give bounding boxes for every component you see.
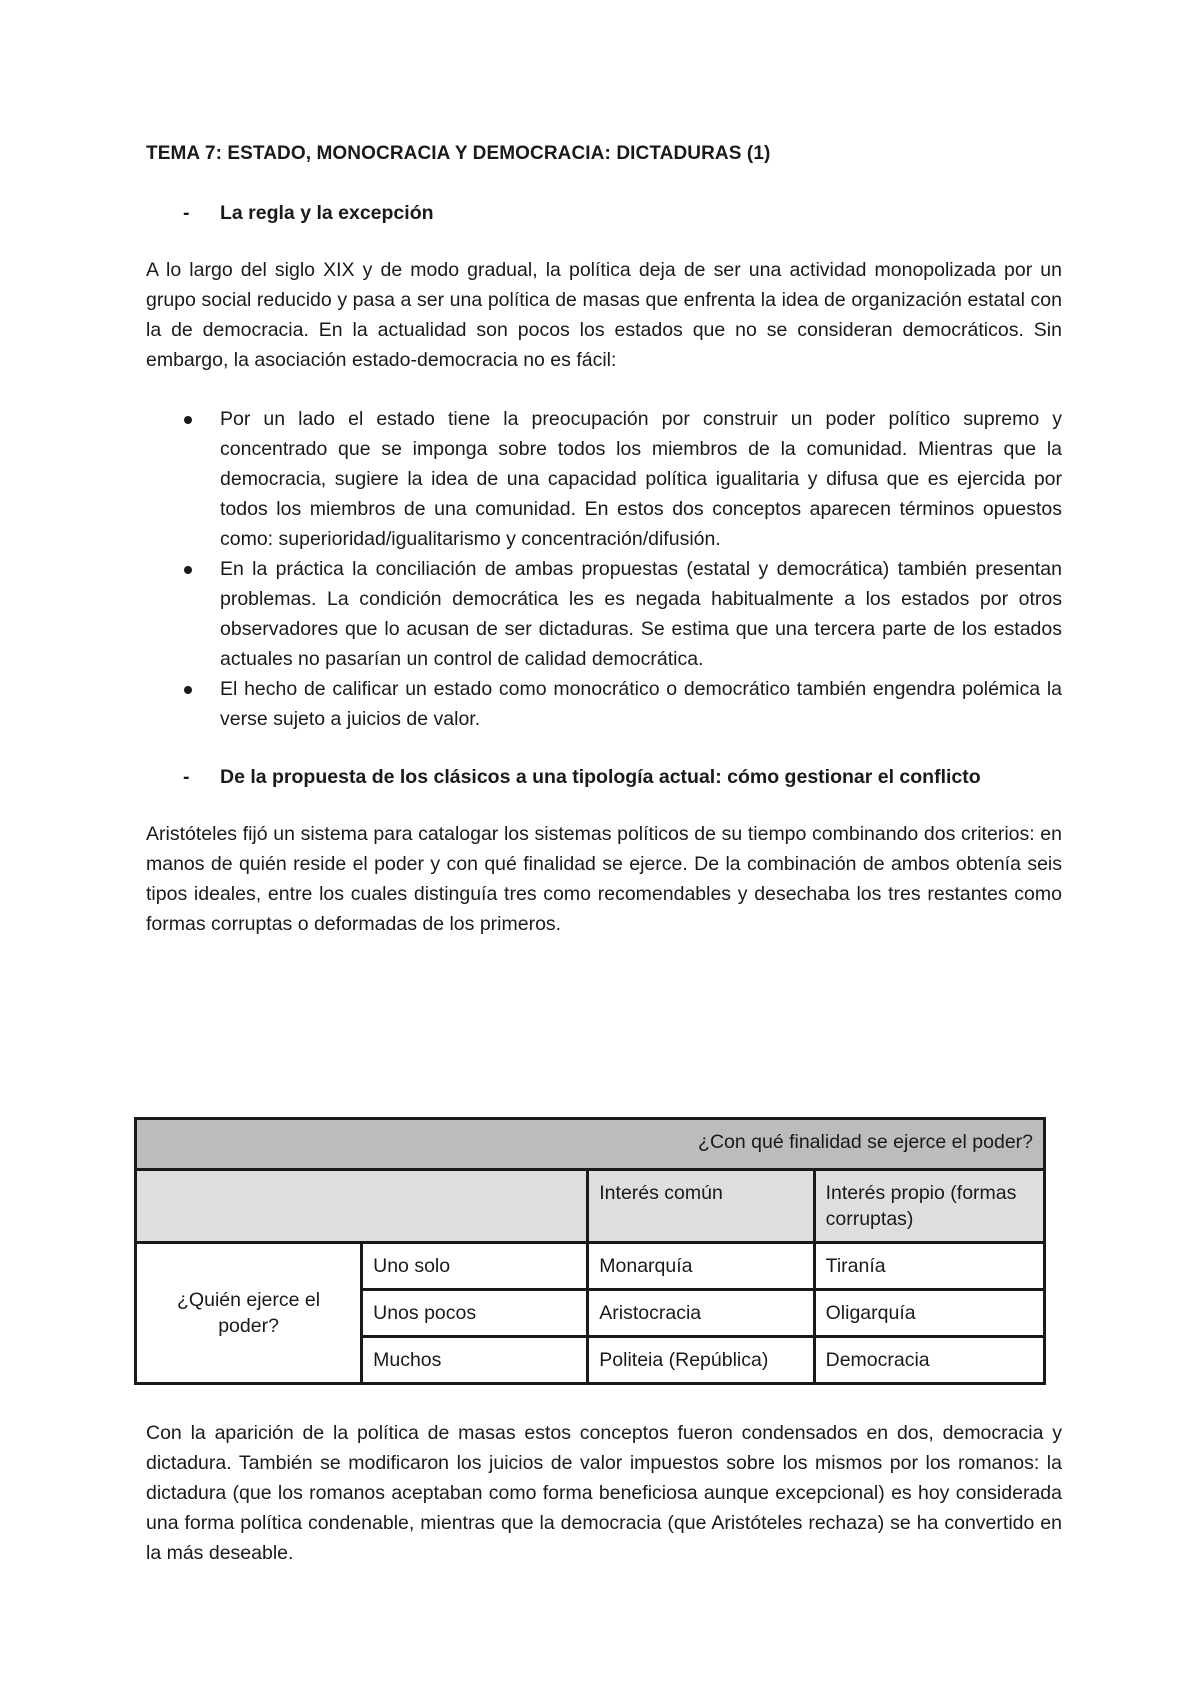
section-heading-rule-exception xyxy=(146,198,1062,228)
list-item xyxy=(146,554,1062,674)
column-header-common-interest: Interés común xyxy=(588,1170,814,1243)
table-cell-common: Aristocracia xyxy=(588,1290,814,1337)
bullet-text: El hecho de calificar un estado como monocrático o democrático también engendra polémica la verse sujeto a juicios de valor. xyxy=(220,678,1062,730)
aristotle-paragraph: Aristóteles fijó un sistema para catalogar los sistemas políticos de su tiempo combinando dos criterios: en manos de quién reside el poder y con qué finalidad se ejerce. De la combinación de ambos obtenía seis tipos ideales, entre los cuales distinguía tres como recomendables y desechaba los tres restantes como formas corruptas o deformadas de los primeros. xyxy=(146,823,1062,935)
bullet-list xyxy=(146,404,1062,734)
table-cell-own: Democracia xyxy=(814,1337,1044,1384)
bullet-icon xyxy=(146,554,220,674)
closing-paragraph: Con la aparición de la política de masas estos conceptos fueron condensados en dos, democracia y dictadura. También se modificaron los juicios de valor impuestos sobre los mismos por los romanos: la dictadura (que los romanos aceptaban como forma beneficiosa aunque excepcional) es hoy considerada una forma política condenable, mientras que la democracia (que Aristóteles rechaza) se ha convertido en la más deseable. xyxy=(146,1422,1062,1564)
table-row xyxy=(136,1170,1045,1243)
typology-table xyxy=(134,1117,1046,1385)
table-row xyxy=(136,1119,1045,1170)
column-header-own-interest: Interés propio (formas corruptas) xyxy=(814,1170,1044,1243)
table-cell-common: Politeia (República) xyxy=(588,1337,814,1384)
heading-text: De la propuesta de los clásicos a una tipología actual: cómo gestionar el conflicto xyxy=(220,766,981,788)
bullet-text: En la práctica la conciliación de ambas propuestas (estatal y democrática) también presentan problemas. La condición democrática les es negada habitualmente a los estados por otros observadores que lo acusan de ser dictaduras. Se estima que una tercera parte de los estados actuales no pasarían un control de calidad democrática. xyxy=(220,558,1062,670)
heading-dash: - xyxy=(183,202,190,224)
bullet-icon xyxy=(146,674,220,734)
section-heading-classics xyxy=(146,762,1062,792)
table-row xyxy=(136,1243,1045,1290)
list-item xyxy=(146,404,1062,554)
table-cell-own: Oligarquía xyxy=(814,1290,1044,1337)
bullet-icon xyxy=(146,404,220,554)
bullet-text: Por un lado el estado tiene la preocupación por construir un poder político supremo y concentrado que se imponga sobre todos los miembros de la comunidad. Mientras que la democracia, sugiere la idea de una capacidad política igualitaria y difusa que es ejercida por todos los miembros de una comunidad. En estos dos conceptos aparecen términos opuestos como: superioridad/igualitarismo y concentración/difusión. xyxy=(220,408,1062,550)
intro-paragraph: A lo largo del siglo XIX y de modo gradual, la política deja de ser una actividad monopolizada por un grupo social reducido y pasa a ser una política de masas que enfrenta la idea de organización estatal con la de democracia. En la actualidad son pocos los estados que no se consideran democráticos. Sin embargo, la asociación estado-democracia no es fácil: xyxy=(146,259,1062,371)
heading-dash: - xyxy=(183,766,190,788)
list-item xyxy=(146,674,1062,734)
document-page xyxy=(146,140,1062,939)
row-header-who: ¿Quién ejerce el poder? xyxy=(136,1243,362,1384)
table-cell-common: Monarquía xyxy=(588,1243,814,1290)
table-cell-who: Muchos xyxy=(362,1337,588,1384)
document-title: TEMA 7: ESTADO, MONOCRACIA Y DEMOCRACIA: DICTADURAS (1) xyxy=(146,143,771,164)
heading-text: La regla y la excepción xyxy=(220,202,434,224)
table-cell-own: Tiranía xyxy=(814,1243,1044,1290)
table-cell-who: Unos pocos xyxy=(362,1290,588,1337)
table-empty-cell xyxy=(136,1170,588,1243)
table-cell-who: Uno solo xyxy=(362,1243,588,1290)
table-header-purpose: ¿Con qué finalidad se ejerce el poder? xyxy=(136,1119,1045,1170)
